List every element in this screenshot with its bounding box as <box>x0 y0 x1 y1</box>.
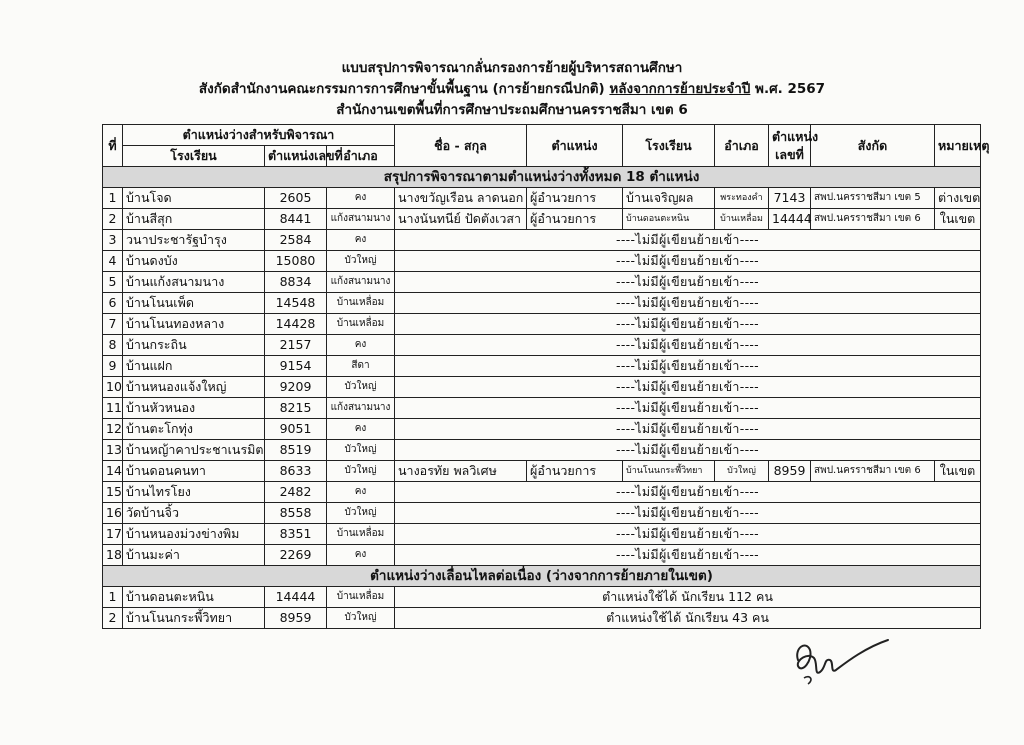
table-row <box>103 251 981 272</box>
table-row <box>103 377 981 398</box>
vacancy-position-no: 9051 <box>265 419 327 440</box>
remark: ในเขต <box>935 461 981 482</box>
vacancy-school: บ้านหัวหนอง <box>123 398 265 419</box>
applicant-district: พระทองคำ <box>715 188 769 209</box>
no-applicant-note: ----ไม่มีผู้เขียนย้ายเข้า---- <box>395 272 981 293</box>
vacancy-position-no: 8351 <box>265 524 327 545</box>
table-row <box>103 188 981 209</box>
applicant-name: นางนันทนีย์ ปัดตังเวสา <box>395 209 527 230</box>
table-row <box>103 314 981 335</box>
applicant-position-no: 14444 <box>769 209 811 230</box>
table-row <box>103 356 981 377</box>
title-line-2-prefix: สังกัดสำนักงานคณะกรรมการการศึกษาขั้นพื้นฐาน (การย้ายกรณีปกติ) <box>198 81 610 97</box>
vacancy-position-no: 14444 <box>265 587 327 608</box>
table-row <box>103 545 981 566</box>
vacancy-school: บ้านโจด <box>123 188 265 209</box>
vacancy-district: บ้านเหลื่อม <box>327 293 395 314</box>
table-row <box>103 482 981 503</box>
vacancy-school: บ้านดอนตะหนิน <box>123 587 265 608</box>
header-remark: หมายเหตุ <box>935 125 981 167</box>
row-number: 3 <box>103 230 123 251</box>
applicant-affiliation: สพป.นครราชสีมา เขต 5 <box>811 188 935 209</box>
no-applicant-note: ----ไม่มีผู้เขียนย้ายเข้า---- <box>395 251 981 272</box>
row-number: 1 <box>103 587 123 608</box>
vacancy-position-no: 8558 <box>265 503 327 524</box>
no-applicant-note: ----ไม่มีผู้เขียนย้ายเข้า---- <box>395 230 981 251</box>
table-row <box>103 419 981 440</box>
vacancy-position-no: 8834 <box>265 272 327 293</box>
vacancy-district: บ้านเหลื่อม <box>327 524 395 545</box>
row-number: 2 <box>103 209 123 230</box>
vacancy-district: บัวใหญ่ <box>327 608 395 629</box>
vacancy-position-no: 8959 <box>265 608 327 629</box>
consideration-table <box>102 124 990 629</box>
title-line-1: แบบสรุปการพิจารณากลั่นกรองการย้ายผู้บริหารสถานศึกษา <box>341 60 683 76</box>
table-row <box>103 272 981 293</box>
row-number: 6 <box>103 293 123 314</box>
header-vacancy-group: ตำแหน่งว่างสำหรับพิจารณา <box>123 125 395 146</box>
vacancy-district: แก้งสนามนาง <box>327 398 395 419</box>
header-from-school: โรงเรียน <box>623 125 715 167</box>
vacancy-district: แก้งสนามนาง <box>327 272 395 293</box>
applicant-position: ผู้อำนวยการ <box>527 209 623 230</box>
vacancy-position-no: 8215 <box>265 398 327 419</box>
row-number: 16 <box>103 503 123 524</box>
vacancy-school: บ้านสีสุก <box>123 209 265 230</box>
vacancy-school: บ้านแฝก <box>123 356 265 377</box>
row-number: 17 <box>103 524 123 545</box>
vacancy-position-no: 9209 <box>265 377 327 398</box>
no-applicant-note: ----ไม่มีผู้เขียนย้ายเข้า---- <box>395 335 981 356</box>
no-applicant-note: ----ไม่มีผู้เขียนย้ายเข้า---- <box>395 377 981 398</box>
vacancy-district: บัวใหญ่ <box>327 461 395 482</box>
applicant-school: บ้านเจริญผล <box>623 188 715 209</box>
row-number: 4 <box>103 251 123 272</box>
row-number: 12 <box>103 419 123 440</box>
vacancy-school: บ้านไทรโยง <box>123 482 265 503</box>
row-number: 7 <box>103 314 123 335</box>
header-position-no: ตำแหน่งเลขที่ <box>265 146 327 167</box>
table-row <box>103 209 981 230</box>
vacancy-position-no: 8441 <box>265 209 327 230</box>
vacancy-school: บ้านดงบัง <box>123 251 265 272</box>
signature-image <box>784 630 894 692</box>
row-number: 10 <box>103 377 123 398</box>
vacancy-district: บ้านเหลื่อม <box>327 587 395 608</box>
table-row <box>103 461 981 482</box>
applicant-school: บ้านโนนกระพี้วิทยา <box>623 461 715 482</box>
table-row <box>103 440 981 461</box>
remark: ต่างเขต <box>935 188 981 209</box>
section-2-title: ตำแหน่งว่างเลื่อนไหลต่อเนื่อง (ว่างจากการย้ายภายในเขต) <box>103 566 981 587</box>
no-applicant-note: ----ไม่มีผู้เขียนย้ายเข้า---- <box>395 482 981 503</box>
row-number: 2 <box>103 608 123 629</box>
applicant-position-no: 7143 <box>769 188 811 209</box>
vacancy-position-no: 14428 <box>265 314 327 335</box>
vacancy-school: วนาประชารัฐบำรุง <box>123 230 265 251</box>
row-number: 14 <box>103 461 123 482</box>
no-applicant-note: ----ไม่มีผู้เขียนย้ายเข้า---- <box>395 503 981 524</box>
row-number: 8 <box>103 335 123 356</box>
no-applicant-note: ----ไม่มีผู้เขียนย้ายเข้า---- <box>395 293 981 314</box>
no-applicant-note: ----ไม่มีผู้เขียนย้ายเข้า---- <box>395 314 981 335</box>
table-row <box>103 587 981 608</box>
header-from-position-no: ตำแหน่งเลขที่ <box>769 125 811 167</box>
no-applicant-note: ----ไม่มีผู้เขียนย้ายเข้า---- <box>395 440 981 461</box>
vacancy-status-note: ตำแหน่งใช้ได้ นักเรียน 112 คน <box>395 587 981 608</box>
table-row <box>103 503 981 524</box>
applicant-position: ผู้อำนวยการ <box>527 461 623 482</box>
vacancy-school: บ้านหนองแจ้งใหญ่ <box>123 377 265 398</box>
document-header <box>0 58 1024 121</box>
vacancy-school: บ้านหญ้าคาประชาเนรมิต <box>123 440 265 461</box>
table-body <box>103 167 981 629</box>
vacancy-district: บ้านเหลื่อม <box>327 314 395 335</box>
applicant-position: ผู้อำนวยการ <box>527 188 623 209</box>
row-number: 18 <box>103 545 123 566</box>
header-district: อำเภอ <box>327 146 395 167</box>
row-number: 11 <box>103 398 123 419</box>
header-affiliation: สังกัด <box>811 125 935 167</box>
vacancy-district: สีดา <box>327 356 395 377</box>
vacancy-district: คง <box>327 419 395 440</box>
vacancy-school: บ้านกระถิน <box>123 335 265 356</box>
vacancy-position-no: 8519 <box>265 440 327 461</box>
remark: ในเขต <box>935 209 981 230</box>
vacancy-school: บ้านมะค่า <box>123 545 265 566</box>
vacancy-position-no: 9154 <box>265 356 327 377</box>
vacancy-school: บ้านดอนคนทา <box>123 461 265 482</box>
title-line-3: สำนักงานเขตพื้นที่การศึกษาประถมศึกษานครราชสีมา เขต 6 <box>336 102 688 118</box>
row-number: 5 <box>103 272 123 293</box>
vacancy-position-no: 2157 <box>265 335 327 356</box>
vacancy-position-no: 2269 <box>265 545 327 566</box>
vacancy-status-note: ตำแหน่งใช้ได้ นักเรียน 43 คน <box>395 608 981 629</box>
vacancy-school: บ้านโนนเพ็ด <box>123 293 265 314</box>
vacancy-district: บัวใหญ่ <box>327 440 395 461</box>
table-row <box>103 335 981 356</box>
table-row <box>103 398 981 419</box>
row-number: 13 <box>103 440 123 461</box>
header-school: โรงเรียน <box>123 146 265 167</box>
vacancy-school: บ้านหนองม่วงข่างพิม <box>123 524 265 545</box>
vacancy-district: คง <box>327 335 395 356</box>
header-from-district: อำเภอ <box>715 125 769 167</box>
vacancy-position-no: 2482 <box>265 482 327 503</box>
applicant-district: บ้านเหลื่อม <box>715 209 769 230</box>
vacancy-district: บัวใหญ่ <box>327 503 395 524</box>
vacancy-position-no: 8633 <box>265 461 327 482</box>
no-applicant-note: ----ไม่มีผู้เขียนย้ายเข้า---- <box>395 356 981 377</box>
applicant-name: นางอรทัย พลวิเศษ <box>395 461 527 482</box>
vacancy-school: บ้านแก้งสนามนาง <box>123 272 265 293</box>
header-name: ชื่อ - สกุล <box>395 125 527 167</box>
vacancy-position-no: 2584 <box>265 230 327 251</box>
table-row <box>103 608 981 629</box>
vacancy-district: บัวใหญ่ <box>327 377 395 398</box>
no-applicant-note: ----ไม่มีผู้เขียนย้ายเข้า---- <box>395 545 981 566</box>
section-2-row <box>103 566 981 587</box>
title-line-2-underlined: หลังจากการย้ายประจำปี <box>609 81 751 97</box>
vacancy-district: คง <box>327 188 395 209</box>
vacancy-district: คง <box>327 230 395 251</box>
no-applicant-note: ----ไม่มีผู้เขียนย้ายเข้า---- <box>395 419 981 440</box>
table-row <box>103 524 981 545</box>
vacancy-district: คง <box>327 482 395 503</box>
title-line-2 <box>0 79 1024 100</box>
no-applicant-note: ----ไม่มีผู้เขียนย้ายเข้า---- <box>395 524 981 545</box>
vacancy-district: แก้งสนามนาง <box>327 209 395 230</box>
row-number: 1 <box>103 188 123 209</box>
applicant-position-no: 8959 <box>769 461 811 482</box>
vacancy-district: คง <box>327 545 395 566</box>
table-row <box>103 230 981 251</box>
vacancy-position-no: 2605 <box>265 188 327 209</box>
header-no: ที่ <box>103 125 123 167</box>
vacancy-school: บ้านโนนกระพี้วิทยา <box>123 608 265 629</box>
row-number: 9 <box>103 356 123 377</box>
title-line-2-suffix: พ.ศ. 2567 <box>750 81 826 97</box>
applicant-school: บ้านดอนตะหนิน <box>623 209 715 230</box>
section-1-title: สรุปการพิจารณาตามตำแหน่งว่างทั้งหมด 18 ตำแหน่ง <box>103 167 981 188</box>
no-applicant-note: ----ไม่มีผู้เขียนย้ายเข้า---- <box>395 398 981 419</box>
applicant-affiliation: สพป.นครราชสีมา เขต 6 <box>811 461 935 482</box>
vacancy-school: บ้านโนนทองหลาง <box>123 314 265 335</box>
applicant-district: บัวใหญ่ <box>715 461 769 482</box>
header-position: ตำแหน่ง <box>527 125 623 167</box>
table-row <box>103 293 981 314</box>
vacancy-school: วัดบ้านจิ้ว <box>123 503 265 524</box>
applicant-name: นางขวัญเรือน ลาดนอก <box>395 188 527 209</box>
row-number: 15 <box>103 482 123 503</box>
vacancy-position-no: 15080 <box>265 251 327 272</box>
applicant-affiliation: สพป.นครราชสีมา เขต 6 <box>811 209 935 230</box>
vacancy-district: บัวใหญ่ <box>327 251 395 272</box>
vacancy-school: บ้านตะโกทุ่ง <box>123 419 265 440</box>
vacancy-position-no: 14548 <box>265 293 327 314</box>
